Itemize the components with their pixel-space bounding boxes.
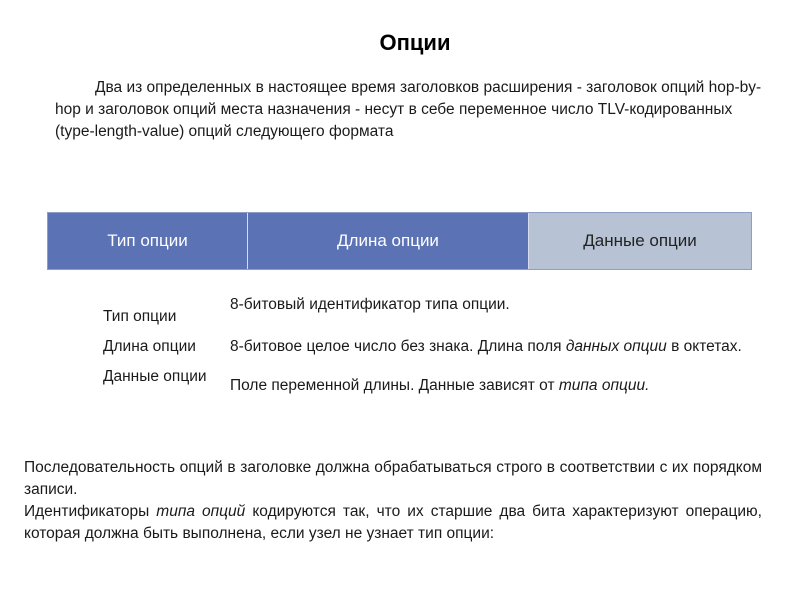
option-format-diagram: [47, 212, 752, 270]
closing-text: [24, 457, 762, 545]
option-length-field: Длина опции: [248, 213, 529, 269]
closing-paragraph-1: Последовательность опций в заголовке должна обрабатываться строго в соответствии с их порядком записи.: [24, 459, 762, 498]
desc-length-tail: в октетах.: [666, 338, 742, 355]
page-title: Опции: [379, 30, 451, 55]
table-row: [103, 290, 793, 328]
closing-paragraph-2: [24, 501, 762, 545]
table-row: [103, 328, 793, 358]
closing-p2-text: Идентификаторы: [24, 503, 157, 520]
closing-p2-tail: кодируются так, что их старшие два бита характеризуют операцию, которая должна быть выполнена, если узел не узнает тип опции:: [24, 503, 762, 542]
term-option-type: Тип опции: [103, 308, 177, 325]
desc-length-emphasis: данных опции: [565, 338, 667, 355]
field-definitions-table: [103, 290, 793, 397]
closing-p2-emphasis: типа опций: [156, 503, 246, 520]
term-option-data: Данные опции: [103, 368, 207, 385]
desc-length-text: 8-битовое целое число без знака. Длина поля: [230, 338, 566, 355]
desc-option-type: 8-битовый идентификатор типа опции.: [230, 296, 510, 313]
desc-option-data: [230, 358, 793, 397]
desc-data-text: Поле переменной длины. Данные зависят от: [230, 377, 559, 394]
option-data-field: Данные опции: [529, 213, 751, 269]
term-option-length: Длина опции: [103, 338, 196, 355]
intro-paragraph: Два из определенных в настоящее время заголовков расширения - заголовок опций hop-by-hop и заголовок опций места назначения - несут в себе переменное число TLV-кодированных (type-length-value) опций следующего формата: [55, 79, 762, 140]
desc-data-emphasis: типа опции.: [558, 377, 650, 394]
desc-option-length: [230, 328, 793, 358]
table-row: [103, 358, 793, 397]
option-type-field: Тип опции: [48, 213, 248, 269]
